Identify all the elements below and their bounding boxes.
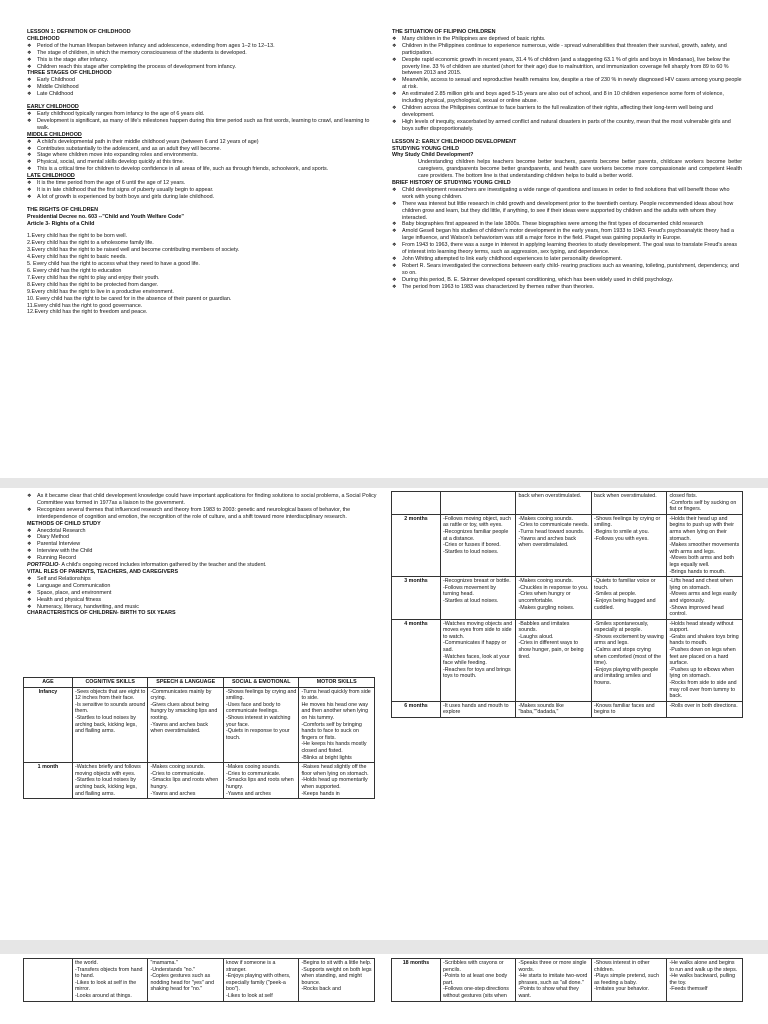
portfolio-term: PORTFOLIO xyxy=(27,562,59,569)
table-cell xyxy=(440,492,516,515)
age-cell: 1 month xyxy=(24,763,73,799)
list-line: 5. Every child has the right to access what they need to have a good life. xyxy=(27,261,200,268)
bullet-item: ❖ The stage of children, in which the memory consciousness of the students is developed. xyxy=(27,50,377,57)
table-cell: -Watches moving objects and moves eyes from side to side to watch. -Communicates if happy or sad. -Watches faces, look at your face while feeding. -Reaches for toys and brings toys to mouth. xyxy=(440,619,516,701)
table-cell: -Smiles spontaneously, especially at people. -Shows excitement by waving arms and legs. -Calms and stops crying when comforted (most of the time). -Enjoys playing with people and imitating smiles and frowns. xyxy=(591,619,667,701)
bullet-item: ❖ Early Childhood xyxy=(27,77,377,84)
table-row xyxy=(392,701,743,717)
section-heading: THE RIGHTS OF CHILDREN xyxy=(27,206,98,213)
table-row xyxy=(24,959,375,1002)
bullet-item: ❖ An estimated 2.85 million girls and boys aged 5-15 years are also out of school, and 8 in 10 children experience some form of violence, including physical, psychological, sexual or online abuse. xyxy=(392,91,742,105)
section-heading: EARLY CHILDHOOD xyxy=(27,104,79,111)
list-line: 10. Every child has the right to be cared for in the absence of their parent or guardian. xyxy=(27,295,232,302)
table-cell: closed fists. -Comforts self by sucking on fist or fingers. xyxy=(667,492,743,515)
age-cell xyxy=(392,492,441,515)
section-heading: Presidential Decree no. 603 --"Child and Youth Welfare Code" xyxy=(27,213,184,220)
page-1 xyxy=(0,0,768,478)
lesson-1-column xyxy=(27,29,377,316)
section-heading: Why Study Child Development? xyxy=(392,152,474,159)
table-cell: -Recognizes breast or bottle. -Follows movement by turning head. -Startles at loud noises. xyxy=(440,577,516,620)
bullet-item: ❖ Interview with the Child xyxy=(27,548,377,555)
age-cell: 4 months xyxy=(392,619,441,701)
table-cell: -Holds their head up and begins to push up with their arms when lying on their stomach. -Makes smoother movements with arms and legs. -Moves both arms and both legs equally well. -Brings hands to mouth. xyxy=(667,514,743,576)
bullet-item: ❖ Children across the Philippines continue to face barriers to the full realization of their rights, affecting their long-term well being and development. xyxy=(392,105,742,119)
bullet-item: ❖ High levels of inequity, exacerbated by armed conflict and natural disasters in parts of the country, mean that the most vulnerable girls and boys suffer disproportionately. xyxy=(392,119,742,133)
bullet-item: ❖ Baby biographies first appeared in the late 1800s. These biographies were among the first types of documented child research xyxy=(392,221,742,228)
column-header: AGE xyxy=(24,678,73,688)
bullet-item: ❖ Numeracy, literacy, handwriting, and music xyxy=(27,604,377,611)
table-row xyxy=(24,687,375,763)
table-cell: -Begins to sit with a little help. -Supports weight on both legs when standing, and might bounce. -Rocks back and xyxy=(299,959,375,1002)
bullet-item: ❖ Despite rapid economic growth in recent years, 31.4 % of children (and a staggering 63.1 % of girls and boys in Mindanao), live below the poverty line. 33 % of children are stunted (short for their age) due to malnutrition, and immunization coverage fell sharply from 89 to 60 % between 2013 and 2015. xyxy=(392,57,742,78)
page-gap xyxy=(0,940,768,954)
section-heading: MIDDLE CHILDHOOD xyxy=(27,131,82,138)
table-cell: -Follows moving object, such as rattle or toy, with eyes. -Recognizes familiar people at a distance. -Cries or fusses if bored. -Startles to loud noises. xyxy=(440,514,516,576)
bullet-item: ❖ Contributes substantially to the adolescent, and as an adult they will become. xyxy=(27,146,377,153)
list-line: 1.Every child has the right to be born well. xyxy=(27,233,128,240)
page-gap xyxy=(0,478,768,488)
methods-column xyxy=(27,493,377,617)
table-row xyxy=(392,959,743,1002)
list-line: 7.Every child has the right to play and enjoy their youth. xyxy=(27,274,160,281)
table-cell: -Knows familiar faces and begins to xyxy=(591,701,667,717)
situation-column xyxy=(392,29,742,291)
bullet-item: ❖ Children reach this stage after completing the process of development from infancy. xyxy=(27,64,377,71)
bullet-item: ❖ From 1943 to 1963, there was a surge in interest in applying learning theories to study development. The goal was to translate Freud's areas of interest into learning theory terms, such as aggression, sex typing, and dependence. xyxy=(392,242,742,256)
characteristics-table-continued-left xyxy=(23,958,375,1002)
section-heading: LATE CHILDHOOD xyxy=(27,173,75,180)
list-line: 12.Every child has the right to freedom and peace. xyxy=(27,309,148,316)
bullet-item: ❖ Space, place, and environment xyxy=(27,590,377,597)
age-cell xyxy=(24,959,73,1002)
table-cell: -It uses hands and mouth to explore xyxy=(440,701,516,717)
bullet-item: ❖ Physical, social, and mental skills develop quickly at this time. xyxy=(27,159,377,166)
table-cell: back when overstimulated. xyxy=(591,492,667,515)
page-3 xyxy=(0,954,768,1024)
list-line: 11.Every child has the right to good governance. xyxy=(27,302,143,309)
table-cell: the world. -Transfers objects from hand to hand. -Likes to look at self in the mirror. -Looks around at things. xyxy=(72,959,148,1002)
table-cell: -Rolls over in both directions. xyxy=(667,701,743,717)
column-header: MOTOR SKILLS xyxy=(299,678,375,688)
bullet-item: ❖ Early childhood typically ranges from infancy to the age of 6 years old. xyxy=(27,111,377,118)
bullet-item: ❖ A child's developmental path in their middle childhood years (between 6 and 12 years of age) xyxy=(27,139,377,146)
section-heading: CHILDHOOD xyxy=(27,35,60,42)
table-cell: -Speaks three or more single words. -He starts to imitate two-word phrases, such as "all done." -Points to show what they want. xyxy=(516,959,592,1002)
bullet-item: ❖ Recognizes several themes that influenced research and theory from 1983 to 2003: genetic and neurological bases of behavior, the interdependence of cognition and emotion, the recognition of the role of culture, and a shift toward more interdisciplinary research. xyxy=(27,507,377,521)
bullet-item: ❖ Running Record xyxy=(27,555,377,562)
bullet-item: ❖ Language and Communication xyxy=(27,583,377,590)
table-cell: -Shows feelings by crying or smiling. -Begins to smile at you. -Follows you with eyes. xyxy=(591,514,667,576)
section-heading: CHARACTERISTICS OF CHILDREN- BIRTH TO SIX YEARS xyxy=(27,610,176,617)
table-cell: -Communicates mainly by crying. -Gives clues about being hungry by smacking lips and rooting. -Yawns and arches back when overstimulated. xyxy=(148,687,224,763)
table-cell: "mamama." -Understands "no." -Copies gestures such as nodding head for "yes" and shaking head for "no." xyxy=(148,959,224,1002)
bullet-item: ❖ Robert R. Sears investigated the connections between early child- rearing practices such as weaning, toileting, punishment, dependency, and so on. xyxy=(392,263,742,277)
table-cell: -Watches briefly and follows moving objects with eyes. -Startles to loud noises by arching back, kicking legs, and flailing arms. xyxy=(72,763,148,799)
table-row xyxy=(392,577,743,620)
section-heading: THE SITUATION OF FILIPINO CHILDREN xyxy=(392,29,496,35)
table-cell: -Shows feelings by crying and smiling. -Uses face and body to communicate feelings. -Shows interest in watching your face. -Quiets in response to your touch. xyxy=(223,687,299,763)
table-row xyxy=(392,514,743,576)
list-line: 8.Every child has the right to be protected from danger. xyxy=(27,281,159,288)
section-heading: LESSON 1: DEFINITION OF CHILDHOOD xyxy=(27,29,131,35)
characteristics-table-continued-right xyxy=(391,958,743,1002)
section-heading: THREE STAGES OF CHILDHOOD xyxy=(27,70,112,77)
table-row xyxy=(392,492,743,515)
age-cell: 3 months xyxy=(392,577,441,620)
table-header-row xyxy=(24,678,375,688)
bullet-item: ❖ Stage where children move into expanding roles and environments. xyxy=(27,152,377,159)
bullet-item: ❖ John Whiting attempted to link early childhood experiences to later personality development. xyxy=(392,256,742,263)
table-cell: know if someone is a stranger. -Enjoys playing with others, especially family ("peek-a boo"). -Likes to look at self xyxy=(223,959,299,1002)
list-line: 3.Every child has the right to be raised well and become contributing members of society. xyxy=(27,247,240,254)
bullet-item: ❖ A lot of growth is experienced by both boys and girls during late childhood. xyxy=(27,194,377,201)
table-cell: -He walks alone and begins to run and walk up the steps. -He walks backward, pulling the toy. -Feeds themself xyxy=(667,959,743,1002)
table-cell: -Shows interest in other children. -Plays simple pretend, such as feeding a baby. -Imitates your behavior. xyxy=(591,959,667,1002)
column-header: COGNITIVE SKILLS xyxy=(72,678,148,688)
bullet-item: ❖ Children in the Philippines continue to experience numerous, wide - spread vulnerabilities that threaten their survival, growth, safety, and participation. xyxy=(392,43,742,57)
page-2 xyxy=(0,488,768,940)
bullet-item: ❖ Parental Interview xyxy=(27,541,377,548)
section-heading: VITAL RLES OF PARENTS, TEACHERS, AND CAREGIVERS xyxy=(27,568,179,575)
list-line: 2.Every child has the right to a wholesome family life. xyxy=(27,240,154,247)
table-cell: -Makes cooing sounds. -Chuckles in response to you. -Cries when hungry or uncomfortable. -Makes gurgling noises. xyxy=(516,577,592,620)
bullet-item: ❖ Middle Childhood xyxy=(27,84,377,91)
table-row xyxy=(24,763,375,799)
table-cell: -Holds head steady without support. -Grabs and shakes toys bring hands to mouth. -Pushes down on legs when feet are placed on a hard surface. -Pushes up to elbows when lying on stomach. -Rocks from side to side and may roll over from tummy to back. xyxy=(667,619,743,701)
age-cell: 6 months xyxy=(392,701,441,717)
bullet-item: ❖ Meanwhile, access to sexual and reproductive health remains low, despite a rise of 230 % in newly diagnosed HIV cases among young people at risk. xyxy=(392,77,742,91)
characteristics-table-left xyxy=(23,677,375,799)
column-header: SPEECH & LANGUAGE xyxy=(148,678,224,688)
list-line: 6. Every child has the right to education xyxy=(27,268,122,274)
bullet-item: ❖ Late Childhood xyxy=(27,91,377,98)
bullet-item: ❖ Development is significant, as many of life's milestones happen during this time period such as first words, learning to crawl, and learning to walk. xyxy=(27,118,377,132)
bullet-item: ❖ Arnold Gesell began his studies of children's motor development in the early years, from 1933 to 1943. Freud's psychoanalytic theory had a large influence, and Watson's behaviorism was still a major force in the field. Piaget was gaining popularity in Europe. xyxy=(392,228,742,242)
bullet-item: ❖ As it became clear that child development knowledge could have important applications for finding solutions to social problems, a Social Policy Committee was formed in 1977as a liaison to the government. xyxy=(27,493,377,507)
table-cell: back when overstimulated. xyxy=(516,492,592,515)
table-cell: -Quiets to familiar voice or touch. -Smiles at people. -Enjoys being hugged and cuddled. xyxy=(591,577,667,620)
table-cell: -Makes sounds like "baba,""dadada," xyxy=(516,701,592,717)
paragraph: Understanding children helps teachers become better teachers, parents become better parents, childcare workers become better caregivers, grandparents become better grandparents, and health care workers become more compassionate and competent Health care providers. The bottom line is that understanding children helps to build a better world. xyxy=(418,159,742,180)
bullet-item: ❖ Anecdotal Research xyxy=(27,528,377,535)
bullet-item: ❖ Period of the human lifespan between infancy and adolescence, extending from ages 1–2 to 12–13. xyxy=(27,43,377,50)
bullet-item: ❖ Child development researchers are investigating a wide range of questions and issues in order to find solutions that will benefit those who work with young children. xyxy=(392,187,742,201)
portfolio-definition: - A child's ongoing record includes information gathered by the teacher and the student. xyxy=(58,562,267,569)
bullet-item: ❖ Many children in the Philippines are deprived of basic rights. xyxy=(392,36,742,43)
age-cell: 18 months xyxy=(392,959,441,1002)
table-cell: -Makes cooing sounds. -Cries to communicate. -Smacks lips and roots when hungry. -Yawns and arches xyxy=(148,763,224,799)
table-cell: -Sees objects that are eight to 12 inches from their face. -Is sensitive to sounds around them. -Startles to loud noises by arching back, kicking legs, and flailing arms. xyxy=(72,687,148,763)
table-row xyxy=(392,619,743,701)
bullet-item: ❖ There was interest but little research in child growth and development prior to the twentieth century. People recommended ideas about how children grow and learn, but they did little, if anything, to see if their ideas were supported by children and the adults with whom they interacted. xyxy=(392,201,742,222)
table-cell: -Babbles and imitates sounds. -Laughs aloud. -Cries in different ways to show hunger, pain, or being tired. xyxy=(516,619,592,701)
bullet-item: ❖ It is in late childhood that the first signs of puberty usually begin to appear. xyxy=(27,187,377,194)
bullet-item: ❖ The period from 1963 to 1983 was characterized by themes rather than theories. xyxy=(392,284,742,291)
section-heading: METHODS OF CHILD STUDY xyxy=(27,520,101,527)
age-cell: Infancy xyxy=(24,687,73,763)
table-cell: -Lifts head and chest when lying on stomach. -Moves arms and legs easily and vigorously. -Shows improved head control. xyxy=(667,577,743,620)
characteristics-table-right xyxy=(391,491,743,718)
bullet-item: ❖ During this period, B. E. Skinner developed operant conditioning, which has been widely used in child psychology. xyxy=(392,277,742,284)
list-line: 4.Every child has the right to basic needs. xyxy=(27,254,127,261)
bullet-item: ❖ Self and Relationships xyxy=(27,576,377,583)
bullet-item: ❖ Diary Method xyxy=(27,534,377,541)
section-heading: Article 3- Rights of a Child xyxy=(27,220,95,227)
bullet-item: ❖ This is a critical time for children to develop confidence in all areas of life, such as through friends, schoolwork, and sports. xyxy=(27,166,377,173)
table-cell: -Raises head slightly off the floor when lying on stomach. -Holds head up momentarily when supported. -Keeps hands in xyxy=(299,763,375,799)
table-cell: -Turns head quickly from side to side. He moves his head one way and then another when lying on his tummy. -Comforts self by bringing hands to face to suck on fingers or fists. -He keeps his hands mostly closed and fisted. -Blinks at bright lights xyxy=(299,687,375,763)
section-heading: BRIEF HISTORY OF STUDYING YOUNG CHILD xyxy=(392,180,511,187)
section-heading: LESSON 2: EARLY CHILDHOOD DEVELOPMENT xyxy=(392,138,517,145)
table-cell: -Scribbles with crayons or pencils. -Points to at least one body part. -Follows one-step directions without gestures (sits when xyxy=(440,959,516,1002)
section-heading: STUDYING YOUNG CHILD xyxy=(392,145,459,152)
bullet-item: ❖ This is the stage after infancy. xyxy=(27,57,377,64)
bullet-item: ❖ Health and physical fitness xyxy=(27,597,377,604)
column-header: SOCIAL & EMOTIONAL xyxy=(223,678,299,688)
bullet-item: ❖ It is the time period from the age of 6 until the age of 12 years. xyxy=(27,180,377,187)
age-cell: 2 months xyxy=(392,514,441,576)
portfolio-line xyxy=(27,562,377,569)
table-cell: -Makes cooing sounds. -Cries to communicate. -Smacks lips and roots when hungry. -Yawns and arches xyxy=(223,763,299,799)
table-cell: -Makes cooing sounds. -Cries to communicate needs. -Turns head toward sounds. -Yawns and arches back when overstimulated. xyxy=(516,514,592,576)
list-line: 9.Every child has the right to live in a productive environment. xyxy=(27,288,174,295)
